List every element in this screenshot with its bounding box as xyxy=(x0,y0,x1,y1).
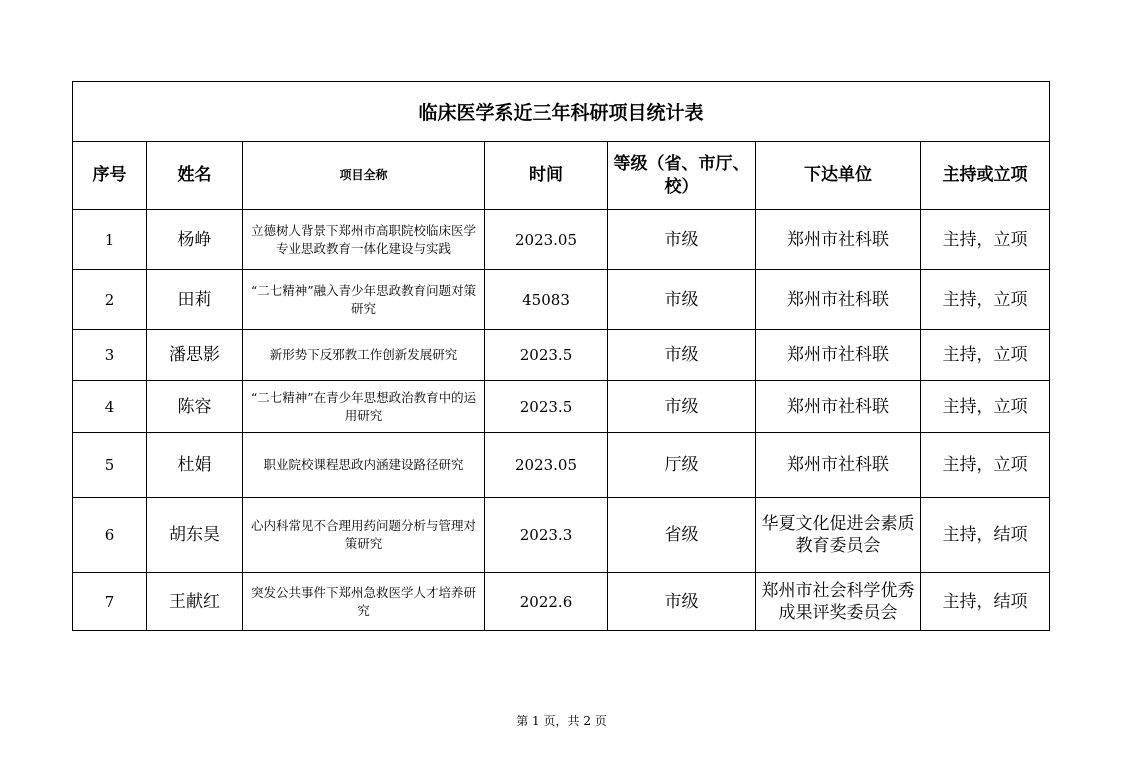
cell-level: 市级 xyxy=(608,381,756,433)
cell-name: 陈容 xyxy=(147,381,243,433)
cell-time: 2022.6 xyxy=(485,573,608,631)
cell-time: 2023.3 xyxy=(485,498,608,573)
cell-index: 3 xyxy=(73,330,147,381)
cell-unit: 郑州市社科联 xyxy=(756,433,921,498)
cell-unit: 郑州市社科联 xyxy=(756,381,921,433)
header-role: 主持或立项 xyxy=(921,142,1050,210)
cell-name: 胡东昊 xyxy=(147,498,243,573)
page-footer: 第 1 页，共 2 页 xyxy=(516,714,607,728)
cell-time: 2023.5 xyxy=(485,330,608,381)
cell-time: 2023.05 xyxy=(485,433,608,498)
cell-name: 王献红 xyxy=(147,573,243,631)
header-project: 项目全称 xyxy=(243,142,485,210)
header-name: 姓名 xyxy=(147,142,243,210)
cell-level: 市级 xyxy=(608,573,756,631)
cell-level: 省级 xyxy=(608,498,756,573)
cell-time: 45083 xyxy=(485,270,608,330)
cell-index: 5 xyxy=(73,433,147,498)
cell-unit: 郑州市社科联 xyxy=(756,330,921,381)
cell-role: 主持，结项 xyxy=(921,573,1050,631)
cell-level: 厅级 xyxy=(608,433,756,498)
cell-project: “二七精神”融入青少年思政教育问题对策研究 xyxy=(243,270,485,330)
cell-unit: 华夏文化促进会素质教育委员会 xyxy=(756,498,921,573)
cell-name: 潘思影 xyxy=(147,330,243,381)
header-level: 等级（省、市厅、校） xyxy=(608,142,756,210)
cell-name: 田莉 xyxy=(147,270,243,330)
cell-time: 2023.5 xyxy=(485,381,608,433)
table-row xyxy=(73,270,1050,330)
cell-role: 主持，结项 xyxy=(921,498,1050,573)
cell-role: 主持，立项 xyxy=(921,210,1050,270)
cell-project: 突发公共事件下郑州急救医学人才培养研究 xyxy=(243,573,485,631)
cell-level: 市级 xyxy=(608,330,756,381)
cell-project: 新形势下反邪教工作创新发展研究 xyxy=(243,330,485,381)
cell-index: 2 xyxy=(73,270,147,330)
cell-index: 6 xyxy=(73,498,147,573)
cell-name: 杜娟 xyxy=(147,433,243,498)
cell-index: 1 xyxy=(73,210,147,270)
cell-name: 杨峥 xyxy=(147,210,243,270)
cell-index: 7 xyxy=(73,573,147,631)
cell-role: 主持，立项 xyxy=(921,270,1050,330)
cell-role: 主持，立项 xyxy=(921,433,1050,498)
title-row xyxy=(73,82,1050,142)
cell-project: “二七精神”在青少年思想政治教育中的运用研究 xyxy=(243,381,485,433)
cell-level: 市级 xyxy=(608,270,756,330)
header-unit: 下达单位 xyxy=(756,142,921,210)
table-row xyxy=(73,498,1050,573)
cell-level: 市级 xyxy=(608,210,756,270)
cell-project: 立德树人背景下郑州市高职院校临床医学专业思政教育一体化建设与实践 xyxy=(243,210,485,270)
table-row xyxy=(73,210,1050,270)
header-time: 时间 xyxy=(485,142,608,210)
cell-project: 职业院校课程思政内涵建设路径研究 xyxy=(243,433,485,498)
cell-role: 主持，立项 xyxy=(921,330,1050,381)
header-index: 序号 xyxy=(73,142,147,210)
cell-project: 心内科常见不合理用药问题分析与管理对策研究 xyxy=(243,498,485,573)
cell-role: 主持，立项 xyxy=(921,381,1050,433)
table-row xyxy=(73,330,1050,381)
table-row xyxy=(73,433,1050,498)
research-project-table xyxy=(72,81,1050,631)
cell-index: 4 xyxy=(73,381,147,433)
cell-time: 2023.05 xyxy=(485,210,608,270)
cell-unit: 郑州市社科联 xyxy=(756,270,921,330)
table-row xyxy=(73,573,1050,631)
header-row xyxy=(73,142,1050,210)
table-row xyxy=(73,381,1050,433)
table-title: 临床医学系近三年科研项目统计表 xyxy=(73,82,1050,142)
cell-unit: 郑州市社科联 xyxy=(756,210,921,270)
cell-unit: 郑州市社会科学优秀成果评奖委员会 xyxy=(756,573,921,631)
